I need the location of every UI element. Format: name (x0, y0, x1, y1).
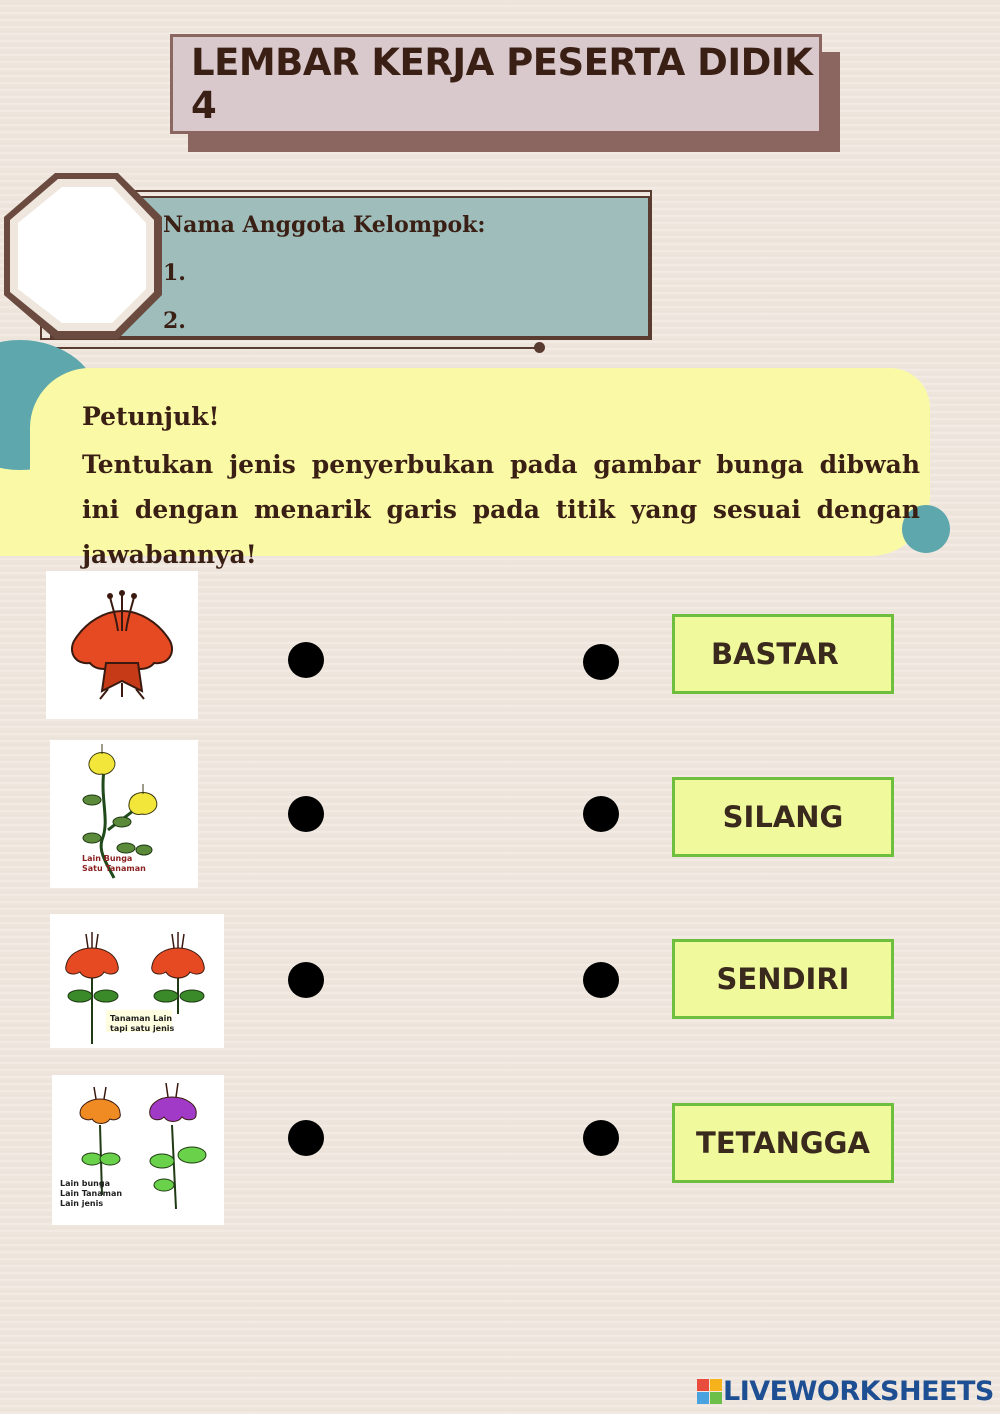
names-dot (534, 342, 545, 353)
flower-image-4 (52, 1075, 224, 1225)
instructions-body: Tentukan jenis penyerbukan pada gambar bunga dibwah ini dengan menarik garis pada titik yang sesuai dengan jawabannya! (82, 450, 920, 569)
flower-caption-3-line2: tapi satu jenis (110, 1024, 175, 1033)
group-item-1: 1. (163, 260, 186, 286)
footer-brand: LIVEWORKSHEETS (723, 1376, 994, 1407)
title-box (170, 34, 822, 134)
instructions-title: Petunjuk! (82, 402, 220, 431)
flower-caption-4-line1: Lain bunga (60, 1179, 110, 1188)
group-label: Nama Anggota Kelompok: (163, 212, 486, 238)
left-dot-1[interactable] (288, 642, 324, 678)
answer-bastar: BASTAR (672, 614, 894, 694)
right-dot-2[interactable] (583, 796, 619, 832)
right-dot-3[interactable] (583, 962, 619, 998)
flower-image-2 (50, 740, 198, 888)
flower-caption-2-line1: Lain Bunga (82, 854, 133, 863)
liveworksheets-logo[interactable] (697, 1376, 994, 1407)
right-dot-4[interactable] (583, 1120, 619, 1156)
red-flower-icon (46, 571, 198, 719)
flower-caption-4-line3: Lain jenis (60, 1199, 104, 1208)
group-item-2: 2. (163, 308, 186, 334)
flower-image-3 (50, 914, 224, 1048)
flower-caption-4-line2: Lain Tanaman (60, 1189, 123, 1198)
left-dot-3[interactable] (288, 962, 324, 998)
flower-caption-2-line2: Satu Tanaman (82, 864, 146, 873)
page-title: LEMBAR KERJA PESERTA DIDIK 4 (191, 41, 813, 127)
right-dot-1[interactable] (583, 644, 619, 680)
answer-tetangga: TETANGGA (672, 1103, 894, 1183)
octagon-frame-icon (0, 165, 170, 350)
flower-caption-3-line1: Tanaman Lain (110, 1014, 173, 1023)
answer-sendiri: SENDIRI (672, 939, 894, 1019)
left-dot-4[interactable] (288, 1120, 324, 1156)
flower-image-1 (46, 571, 198, 719)
answer-silang: SILANG (672, 777, 894, 857)
liveworksheets-logo-icon (697, 1379, 723, 1405)
left-dot-2[interactable] (288, 796, 324, 832)
